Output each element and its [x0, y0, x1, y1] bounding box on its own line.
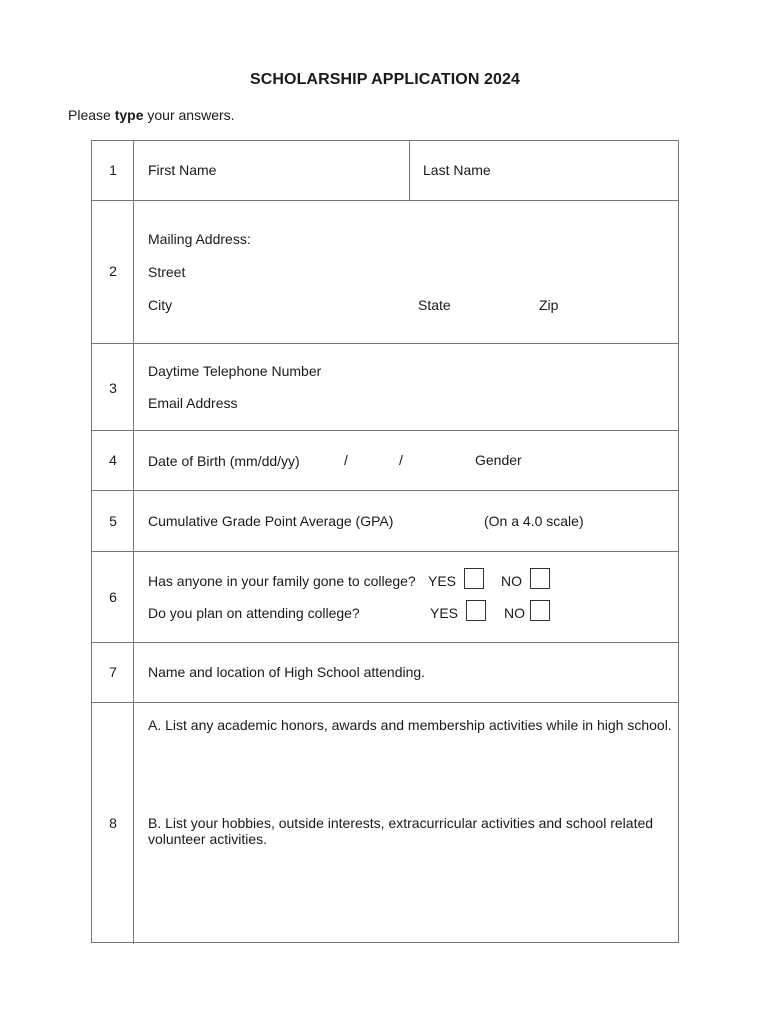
family-college-no-checkbox[interactable] — [530, 568, 550, 589]
state-field[interactable]: State — [418, 297, 451, 313]
email-field[interactable]: Email Address — [148, 395, 238, 411]
mailing-address-label: Mailing Address: — [148, 231, 251, 247]
row-number-cell — [92, 552, 134, 642]
plan-college-no-checkbox[interactable] — [530, 600, 550, 621]
date-separator: / — [344, 452, 348, 468]
high-school-field[interactable]: Name and location of High School attending. — [148, 664, 426, 680]
row-number-cell — [92, 201, 134, 343]
row-7-high-school — [92, 643, 678, 703]
phone-field[interactable]: Daytime Telephone Number — [148, 363, 322, 379]
application-form — [91, 140, 679, 943]
city-field[interactable]: City — [148, 297, 173, 313]
row-number: 7 — [109, 664, 117, 680]
row-number: 2 — [109, 263, 117, 279]
row-number: 3 — [109, 380, 117, 396]
name-divider — [409, 141, 410, 201]
row-number-cell — [92, 344, 134, 430]
row-number-cell — [92, 141, 134, 200]
row-number: 1 — [109, 162, 117, 178]
row-number: 8 — [109, 815, 117, 831]
page-title: SCHOLARSHIP APPLICATION 2024 — [249, 71, 521, 88]
plan-college-yes-label: YES — [430, 605, 459, 621]
family-college-yes-label: YES — [428, 573, 457, 589]
gender-field[interactable]: Gender — [475, 452, 522, 468]
zip-field[interactable]: Zip — [539, 297, 559, 313]
row-number: 6 — [109, 589, 117, 605]
row-number-cell — [92, 491, 134, 551]
instructions — [68, 107, 235, 123]
row-3-contact — [92, 344, 678, 431]
row-8-activities — [92, 703, 678, 944]
row-number-cell — [92, 643, 134, 702]
hobbies-prompt[interactable]: B. List your hobbies, outside interests, extracurricular activities and school related volunteer activities. — [148, 815, 654, 847]
row-number-cell — [92, 431, 134, 490]
row-5-gpa — [92, 491, 678, 552]
date-separator: / — [399, 452, 403, 468]
family-college-question: Has anyone in your family gone to college? — [148, 573, 416, 589]
plan-college-no-label: NO — [504, 605, 525, 621]
family-college-yes-checkbox[interactable] — [464, 568, 484, 589]
row-1-name — [92, 141, 678, 201]
row-6-college — [92, 552, 678, 643]
plan-college-question: Do you plan on attending college? — [148, 605, 360, 621]
row-2-address — [92, 201, 678, 344]
first-name-field[interactable]: First Name — [148, 162, 217, 178]
gpa-field[interactable]: Cumulative Grade Point Average (GPA) — [148, 513, 394, 529]
academic-honors-prompt[interactable]: A. List any academic honors, awards and membership activities while in high school. — [148, 717, 672, 733]
last-name-field[interactable]: Last Name — [423, 162, 491, 178]
row-number: 5 — [109, 513, 117, 529]
family-college-no-label: NO — [501, 573, 522, 589]
plan-college-yes-checkbox[interactable] — [466, 600, 486, 621]
instructions-prefix: Please — [68, 107, 115, 123]
row-4-birth — [92, 431, 678, 491]
row-number-cell — [92, 703, 134, 944]
row-number: 4 — [109, 452, 117, 468]
street-field[interactable]: Street — [148, 264, 186, 280]
instructions-suffix: your answers. — [143, 107, 235, 123]
date-of-birth-field[interactable]: Date of Birth (mm/dd/yy) — [148, 453, 300, 469]
instructions-emphasis: type — [114, 107, 144, 123]
gpa-scale-note: (On a 4.0 scale) — [484, 513, 584, 529]
